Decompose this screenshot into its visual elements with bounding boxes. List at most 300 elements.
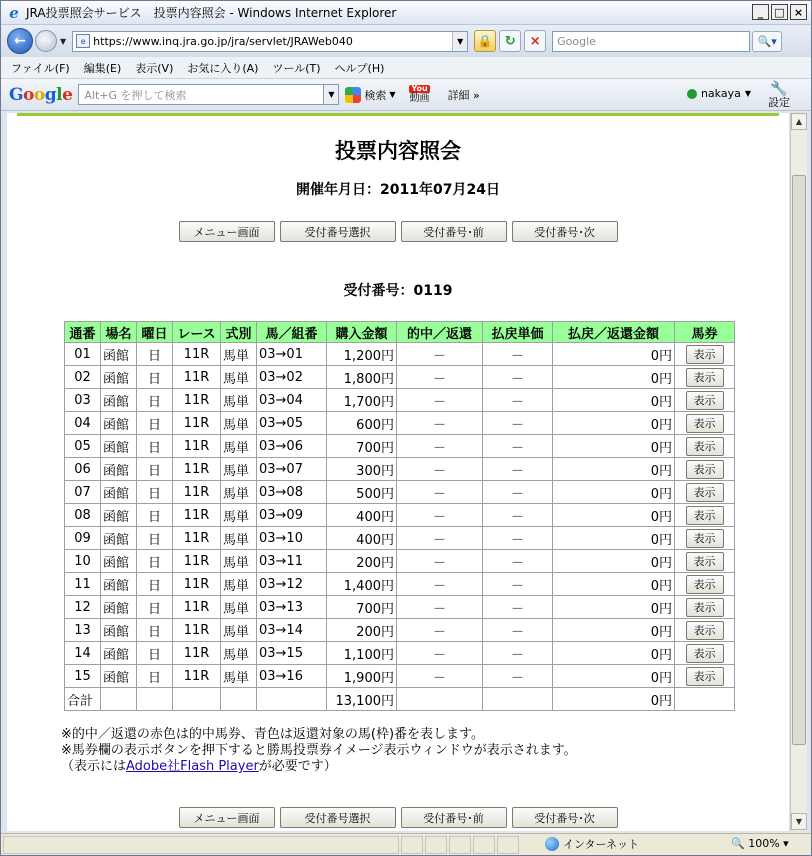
google-search-button[interactable]: [345, 87, 395, 103]
receipt-number: 受付番号：0119: [343, 283, 453, 299]
title-bar: [1, 1, 811, 25]
user-account[interactable]: [687, 87, 751, 100]
ticket-cell: [675, 435, 735, 458]
menu-bar: [1, 57, 811, 79]
google-logo[interactable]: Google: [9, 84, 73, 105]
table-cell: 日: [137, 550, 173, 573]
ticket-cell: [675, 481, 735, 504]
table-cell: 04: [65, 412, 101, 435]
table-cell: －: [397, 366, 483, 389]
table-cell: 函館: [101, 527, 137, 550]
page-title: 投票内容照会: [335, 139, 461, 163]
table-cell: 06: [65, 458, 101, 481]
ticket-cell: [675, 619, 735, 642]
total-cell: [221, 688, 257, 711]
total-cell: [137, 688, 173, 711]
table-cell: 馬単: [221, 596, 257, 619]
table-cell: 400円: [327, 527, 397, 550]
stop-icon[interactable]: ×: [524, 30, 546, 52]
table-cell: 08: [65, 504, 101, 527]
table-row: [65, 366, 735, 389]
detail-button[interactable]: 詳細 »: [447, 88, 480, 102]
table-cell: 日: [137, 596, 173, 619]
table-cell: －: [483, 573, 553, 596]
table-cell: 函館: [101, 665, 137, 688]
table-header-row: [65, 322, 735, 343]
status-cell: [425, 836, 447, 854]
col-race: レース: [173, 322, 221, 343]
receipt-next-button-bottom[interactable]: 受付番号･次: [512, 807, 618, 828]
table-cell: 0円: [553, 458, 675, 481]
table-cell: 03: [65, 389, 101, 412]
table-cell: 函館: [101, 619, 137, 642]
ticket-cell: [675, 412, 735, 435]
zoom-level[interactable]: 🔍 100% ▾: [731, 837, 789, 850]
table-cell: 函館: [101, 412, 137, 435]
ticket-cell: [675, 343, 735, 366]
table-cell: 11R: [173, 366, 221, 389]
table-cell: 0円: [553, 665, 675, 688]
table-row: [65, 642, 735, 665]
show-ticket-button[interactable]: 表示: [686, 345, 724, 364]
ticket-cell: [675, 504, 735, 527]
table-cell: 0円: [553, 366, 675, 389]
table-cell: 0円: [553, 550, 675, 573]
table-cell: 1,400円: [327, 573, 397, 596]
zoom-value: 100%: [748, 837, 780, 850]
col-serial: 通番: [65, 322, 101, 343]
url-text[interactable]: https://www.inq.jra.go.jp/jra/servlet/JRAWeb040: [93, 34, 353, 48]
table-cell: 日: [137, 504, 173, 527]
table-cell: 日: [137, 665, 173, 688]
table-cell: －: [397, 573, 483, 596]
menu-screen-button[interactable]: メニュー画面: [179, 221, 275, 242]
note-line-3-pre: （表示には: [61, 759, 127, 774]
total-cell: 0円: [553, 688, 675, 711]
table-cell: 11R: [173, 435, 221, 458]
menu-edit[interactable]: 編集(E): [83, 61, 122, 75]
table-row: [65, 504, 735, 527]
table-cell: 馬単: [221, 619, 257, 642]
youtube-icon: You: [411, 83, 428, 93]
ie-logo-icon: e: [9, 3, 19, 22]
table-cell: 日: [137, 435, 173, 458]
table-cell: 1,700円: [327, 389, 397, 412]
table-row: [65, 527, 735, 550]
status-cell: [473, 836, 495, 854]
receipt-select-button[interactable]: 受付番号選択: [280, 221, 396, 242]
col-day: 曜日: [137, 322, 173, 343]
table-cell: 函館: [101, 481, 137, 504]
table-cell: －: [397, 412, 483, 435]
table-cell: 03→06: [257, 435, 327, 458]
back-arrow-icon[interactable]: ←: [7, 28, 33, 54]
table-cell: 09: [65, 527, 101, 550]
table-cell: －: [397, 527, 483, 550]
table-cell: 03→04: [257, 389, 327, 412]
col-venue: 場名: [101, 322, 137, 343]
table-cell: 12: [65, 596, 101, 619]
table-cell: 1,900円: [327, 665, 397, 688]
wrench-icon: 🔧: [770, 81, 788, 97]
address-bar: [1, 25, 811, 57]
table-cell: 11R: [173, 550, 221, 573]
table-cell: 馬単: [221, 527, 257, 550]
table-cell: －: [483, 435, 553, 458]
ticket-cell: [675, 665, 735, 688]
table-cell: －: [483, 619, 553, 642]
table-cell: 0円: [553, 435, 675, 458]
page-favicon-icon: e: [76, 34, 90, 48]
table-cell: 馬単: [221, 573, 257, 596]
video-label: 動画: [409, 93, 430, 105]
receipt-select-button-bottom[interactable]: 受付番号選択: [280, 807, 396, 828]
total-cell: 合計: [65, 688, 101, 711]
table-row: [65, 550, 735, 573]
menu-tools[interactable]: ツール(T): [272, 61, 321, 75]
table-cell: 03→02: [257, 366, 327, 389]
maximize-icon[interactable]: □: [771, 4, 788, 20]
bottom-button-row: [7, 807, 789, 828]
receipt-prev-button-bottom[interactable]: 受付番号･前: [401, 807, 507, 828]
note-line-3: [61, 759, 577, 775]
url-field[interactable]: [72, 31, 468, 52]
total-cell: [397, 688, 483, 711]
col-payout-amount: 払戻／返還金額: [553, 322, 675, 343]
table-cell: 03→13: [257, 596, 327, 619]
table-row: [65, 619, 735, 642]
table-cell: 日: [137, 343, 173, 366]
table-cell: －: [483, 343, 553, 366]
security-zone[interactable]: [545, 836, 639, 852]
ticket-cell: [675, 573, 735, 596]
scroll-up-icon[interactable]: ▲: [791, 113, 807, 130]
table-cell: 11R: [173, 527, 221, 550]
table-cell: －: [397, 458, 483, 481]
table-cell: 14: [65, 642, 101, 665]
table-cell: 03→14: [257, 619, 327, 642]
table-cell: 馬単: [221, 550, 257, 573]
table-cell: 0円: [553, 642, 675, 665]
table-cell: 1,200円: [327, 343, 397, 366]
receipt-prev-button[interactable]: 受付番号･前: [401, 221, 507, 242]
table-cell: 馬単: [221, 665, 257, 688]
table-cell: 函館: [101, 573, 137, 596]
lock-icon[interactable]: 🔒: [474, 30, 496, 52]
table-cell: 0円: [553, 481, 675, 504]
table-cell: 0円: [553, 389, 675, 412]
col-combination: 馬／組番: [257, 322, 327, 343]
table-row: [65, 389, 735, 412]
table-cell: 馬単: [221, 435, 257, 458]
table-cell: 07: [65, 481, 101, 504]
total-cell: 13,100円: [327, 688, 397, 711]
table-cell: 函館: [101, 435, 137, 458]
status-text-cell: [3, 836, 399, 854]
table-cell: 01: [65, 343, 101, 366]
table-cell: 11R: [173, 504, 221, 527]
table-cell: 馬単: [221, 504, 257, 527]
table-cell: 日: [137, 458, 173, 481]
table-cell: 400円: [327, 504, 397, 527]
table-cell: 日: [137, 527, 173, 550]
show-ticket-button[interactable]: 表示: [686, 506, 724, 525]
table-cell: 03→10: [257, 527, 327, 550]
table-cell: 函館: [101, 642, 137, 665]
total-cell: [483, 688, 553, 711]
table-cell: 函館: [101, 389, 137, 412]
total-cell: [101, 688, 137, 711]
zone-label: インターネット: [563, 838, 640, 851]
table-cell: 700円: [327, 596, 397, 619]
window-title: JRA投票照会サービス 投票内容照会 - Windows Internet Explorer: [26, 6, 397, 20]
table-row: [65, 343, 735, 366]
note-line-2: ※馬券欄の表示ボタンを押下すると勝馬投票券イメージ表示ウィンドウが表示されます。: [61, 743, 577, 758]
col-ticket: 馬券: [675, 322, 735, 343]
table-cell: 馬単: [221, 343, 257, 366]
table-cell: 700円: [327, 435, 397, 458]
google-toolbar: [1, 79, 811, 111]
menu-favorites[interactable]: お気に入り(A): [187, 61, 259, 75]
google-search-label: 検索: [364, 88, 387, 102]
table-cell: －: [483, 389, 553, 412]
user-name: nakaya: [700, 87, 741, 100]
table-cell: 馬単: [221, 642, 257, 665]
table-cell: 馬単: [221, 366, 257, 389]
table-cell: －: [483, 642, 553, 665]
show-ticket-button[interactable]: 表示: [686, 414, 724, 433]
google-search-chevron-icon: ▼: [389, 90, 396, 99]
table-cell: 日: [137, 481, 173, 504]
scroll-thumb[interactable]: [792, 175, 806, 745]
table-cell: 馬単: [221, 389, 257, 412]
table-body: [65, 343, 735, 711]
table-cell: 03→01: [257, 343, 327, 366]
total-cell: [257, 688, 327, 711]
table-cell: 日: [137, 619, 173, 642]
show-ticket-button[interactable]: 表示: [686, 552, 724, 571]
table-cell: 11R: [173, 665, 221, 688]
show-ticket-button[interactable]: 表示: [686, 460, 724, 479]
show-ticket-button[interactable]: 表示: [686, 598, 724, 617]
show-ticket-button[interactable]: 表示: [686, 621, 724, 640]
show-ticket-button[interactable]: 表示: [686, 644, 724, 663]
show-ticket-button[interactable]: 表示: [686, 391, 724, 410]
table-cell: －: [397, 504, 483, 527]
table-cell: 0円: [553, 504, 675, 527]
event-date: 開催年月日：2011年07月24日: [296, 182, 500, 198]
globe-icon: [545, 837, 559, 851]
table-row: [65, 596, 735, 619]
top-divider: [17, 113, 779, 116]
ticket-cell: [675, 550, 735, 573]
table-cell: 03→16: [257, 665, 327, 688]
zoom-icon: 🔍: [731, 837, 745, 850]
table-cell: 0円: [553, 596, 675, 619]
table-cell: －: [397, 665, 483, 688]
show-ticket-button[interactable]: 表示: [686, 667, 724, 686]
table-row: [65, 665, 735, 688]
show-ticket-button[interactable]: 表示: [686, 368, 724, 387]
table-cell: 11R: [173, 458, 221, 481]
table-cell: －: [397, 389, 483, 412]
total-cell: [173, 688, 221, 711]
show-ticket-button[interactable]: 表示: [686, 437, 724, 456]
close-icon[interactable]: ×: [790, 4, 807, 20]
table-cell: 03→15: [257, 642, 327, 665]
table-cell: －: [397, 642, 483, 665]
note-line-1: ※的中／返還の赤色は的中馬券、青色は返還対象の馬(枠)番を表します。: [61, 727, 484, 742]
table-cell: 函館: [101, 596, 137, 619]
table-cell: 13: [65, 619, 101, 642]
search-input[interactable]: Google: [552, 31, 750, 52]
show-ticket-button[interactable]: 表示: [686, 483, 724, 502]
notes: [61, 727, 577, 775]
search-go-icon[interactable]: 🔍▾: [752, 31, 782, 52]
total-cell: [675, 688, 735, 711]
top-button-row: [7, 221, 789, 242]
table-cell: －: [483, 550, 553, 573]
table-cell: 1,100円: [327, 642, 397, 665]
google-search-input[interactable]: Alt+G を押して検索: [78, 84, 324, 105]
table-row: [65, 458, 735, 481]
google-search-icon: [345, 87, 361, 103]
table-cell: 日: [137, 412, 173, 435]
show-ticket-button[interactable]: 表示: [686, 575, 724, 594]
table-cell: 500円: [327, 481, 397, 504]
col-bet-type: 式別: [221, 322, 257, 343]
table-cell: 0円: [553, 619, 675, 642]
menu-file[interactable]: ファイル(F): [11, 61, 70, 75]
table-cell: 200円: [327, 550, 397, 573]
youtube-video-button[interactable]: [406, 81, 434, 109]
table-cell: －: [483, 412, 553, 435]
table-cell: 函館: [101, 550, 137, 573]
table-cell: 日: [137, 389, 173, 412]
table-cell: 200円: [327, 619, 397, 642]
col-purchase: 購入金額: [327, 322, 397, 343]
table-row: [65, 481, 735, 504]
table-cell: 日: [137, 366, 173, 389]
user-dropdown-icon: ▼: [744, 89, 751, 98]
table-cell: 03→08: [257, 481, 327, 504]
google-search-dropdown-icon[interactable]: ▼: [324, 84, 339, 105]
ticket-cell: [675, 527, 735, 550]
table-cell: －: [397, 550, 483, 573]
scroll-down-icon[interactable]: ▼: [791, 813, 807, 830]
table-cell: －: [397, 343, 483, 366]
table-cell: 02: [65, 366, 101, 389]
table-row: [65, 435, 735, 458]
table-cell: 03→05: [257, 412, 327, 435]
table-cell: －: [483, 527, 553, 550]
table-cell: 0円: [553, 343, 675, 366]
table-cell: 11R: [173, 412, 221, 435]
table-cell: －: [483, 504, 553, 527]
table-cell: 11R: [173, 343, 221, 366]
receipt-next-button[interactable]: 受付番号･次: [512, 221, 618, 242]
table-row: [65, 573, 735, 596]
vertical-scrollbar[interactable]: [790, 113, 807, 831]
flash-player-link[interactable]: Adobe社Flash Player: [126, 759, 259, 774]
settings-button[interactable]: [759, 82, 799, 109]
page-content: [7, 113, 789, 831]
table-cell: 03→12: [257, 573, 327, 596]
status-cell: [401, 836, 423, 854]
table-cell: －: [397, 481, 483, 504]
table-row: [65, 412, 735, 435]
table-cell: －: [397, 596, 483, 619]
window-controls: [752, 4, 807, 20]
ticket-cell: [675, 596, 735, 619]
menu-screen-button-bottom[interactable]: メニュー画面: [179, 807, 275, 828]
show-ticket-button[interactable]: 表示: [686, 529, 724, 548]
forward-arrow-icon[interactable]: →: [35, 30, 57, 52]
table-cell: 11R: [173, 481, 221, 504]
total-row: [65, 688, 735, 711]
table-cell: 函館: [101, 343, 137, 366]
ticket-cell: [675, 366, 735, 389]
table-cell: 11R: [173, 389, 221, 412]
status-bar: [1, 833, 811, 855]
table-cell: 函館: [101, 458, 137, 481]
table-cell: 11R: [173, 642, 221, 665]
table-cell: 600円: [327, 412, 397, 435]
table-cell: 馬単: [221, 458, 257, 481]
url-dropdown-icon[interactable]: ▼: [452, 32, 467, 51]
table-cell: －: [483, 596, 553, 619]
table-cell: 日: [137, 573, 173, 596]
col-unit-payout: 払戻単価: [483, 322, 553, 343]
menu-help[interactable]: ヘルプ(H): [334, 61, 385, 75]
table-cell: 馬単: [221, 481, 257, 504]
table-cell: 1,800円: [327, 366, 397, 389]
menu-view[interactable]: 表示(V): [135, 61, 174, 75]
table-cell: 11: [65, 573, 101, 596]
ticket-cell: [675, 642, 735, 665]
table-cell: 馬単: [221, 412, 257, 435]
table-cell: 0円: [553, 527, 675, 550]
table-cell: －: [397, 435, 483, 458]
table-cell: －: [483, 366, 553, 389]
table-cell: 11R: [173, 596, 221, 619]
table-cell: 15: [65, 665, 101, 688]
table-cell: 03→11: [257, 550, 327, 573]
table-cell: 函館: [101, 366, 137, 389]
bet-table: [64, 321, 735, 711]
table-cell: －: [397, 619, 483, 642]
online-status-icon: [687, 89, 697, 99]
settings-label: 設定: [768, 96, 790, 110]
table-cell: 11R: [173, 619, 221, 642]
table-cell: 03→09: [257, 504, 327, 527]
table-cell: 日: [137, 642, 173, 665]
note-line-3-post: が必要です）: [258, 759, 337, 774]
table-cell: 10: [65, 550, 101, 573]
table-cell: －: [483, 458, 553, 481]
history-dropdown-icon[interactable]: ▼: [60, 36, 67, 46]
table-cell: －: [483, 665, 553, 688]
refresh-icon[interactable]: ↻: [499, 30, 521, 52]
table-cell: 0円: [553, 573, 675, 596]
table-cell: 03→07: [257, 458, 327, 481]
table-cell: 0円: [553, 412, 675, 435]
status-cell: [497, 836, 519, 854]
table-cell: －: [483, 481, 553, 504]
table-cell: 11R: [173, 573, 221, 596]
col-hit-refund: 的中／返還: [397, 322, 483, 343]
minimize-icon[interactable]: _: [752, 4, 769, 20]
